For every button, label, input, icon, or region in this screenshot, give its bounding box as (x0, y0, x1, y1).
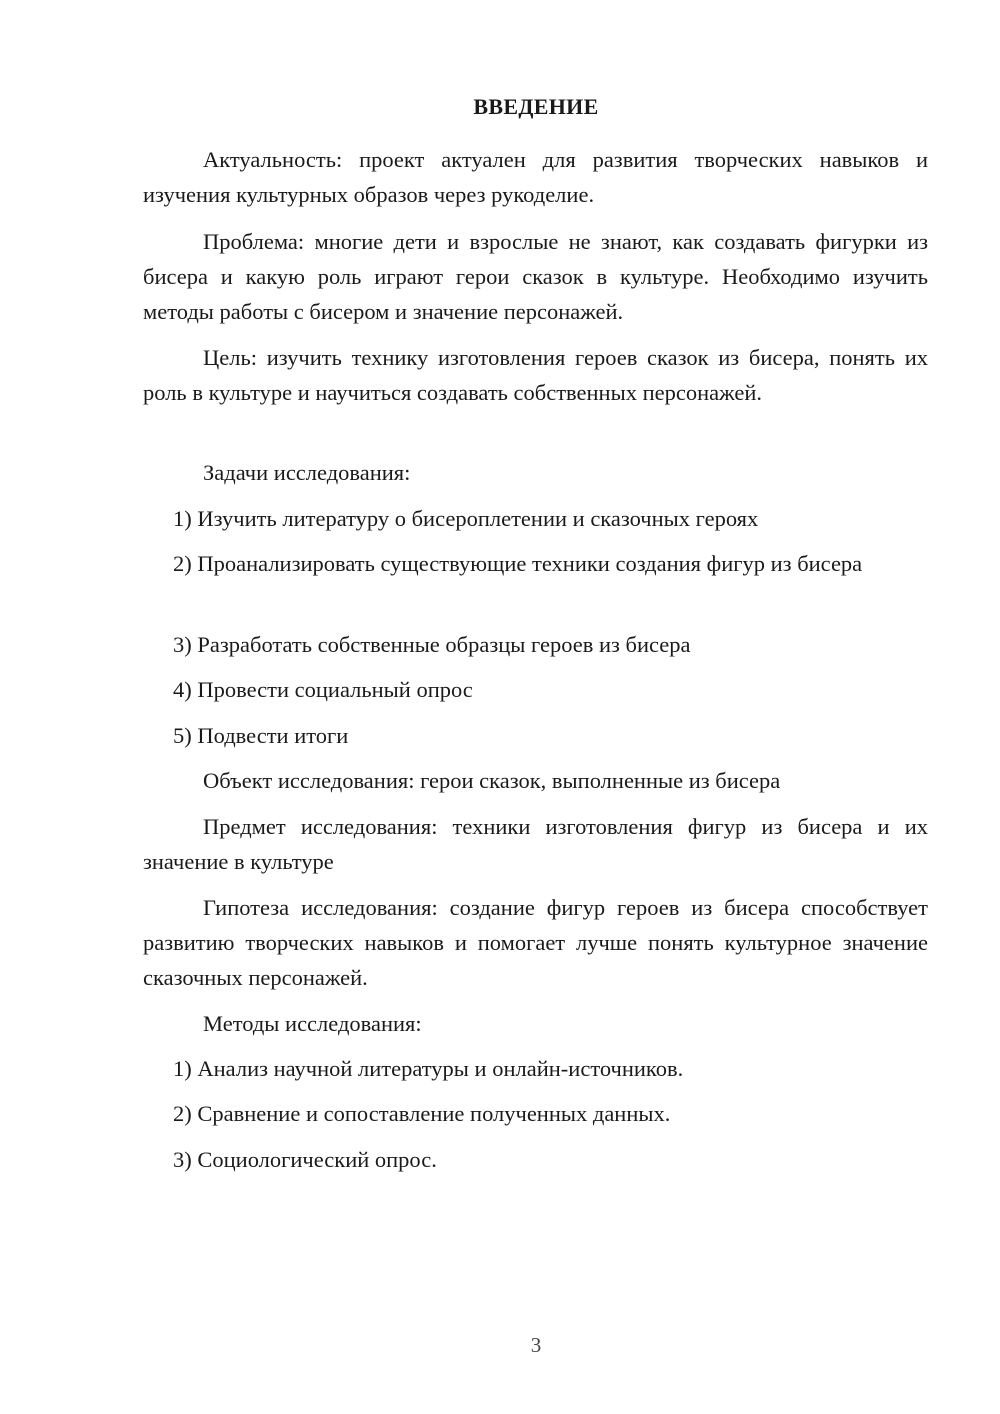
goal-paragraph: Цель: изучить технику изготовления героев сказок из бисера, понять их роль в культуре и научиться создавать собственных персонажей. (143, 345, 928, 405)
hypothesis-paragraph: Гипотеза исследования: создание фигур героев из бисера способствует развитию творческих навыков и помогает лучше понять культурное значение сказочных персонажей. (143, 895, 928, 990)
tasks-heading: Задачи исследования: (203, 460, 411, 485)
problem-paragraph: Проблема: многие дети и взрослые не знают, как создавать фигурки из бисера и какую роль играют герои сказок в культуре. Необходимо изучить методы работы с бисером и значение персонажей. (143, 229, 928, 324)
page-number: 3 (530, 1333, 542, 1357)
task-item: 4) Провести социальный опрос (173, 677, 473, 702)
method-item: 1) Анализ научной литературы и онлайн-источников. (173, 1056, 684, 1081)
task-item: 5) Подвести итоги (173, 723, 349, 748)
task-item: 3) Разработать собственные образцы героев из бисера (173, 632, 691, 657)
relevance-paragraph: Актуальность: проект актуален для развития творческих навыков и изучения культурных образов через рукоделие. (143, 147, 928, 207)
task-item: 1) Изучить литературу о бисероплетении и сказочных героях (173, 506, 759, 531)
methods-heading: Методы исследования: (203, 1011, 422, 1036)
task-item: 2) Проанализировать существующие техники создания фигур из бисера (173, 551, 863, 576)
method-item: 2) Сравнение и сопоставление полученных данных. (173, 1101, 671, 1126)
page-title: ВВЕДЕНИЕ (473, 94, 599, 119)
subject-paragraph: Предмет исследования: техники изготовления фигур из бисера и их значение в культуре (143, 814, 928, 874)
object-paragraph: Объект исследования: герои сказок, выполненные из бисера (203, 768, 781, 793)
method-item: 3) Социологический опрос. (173, 1147, 437, 1172)
